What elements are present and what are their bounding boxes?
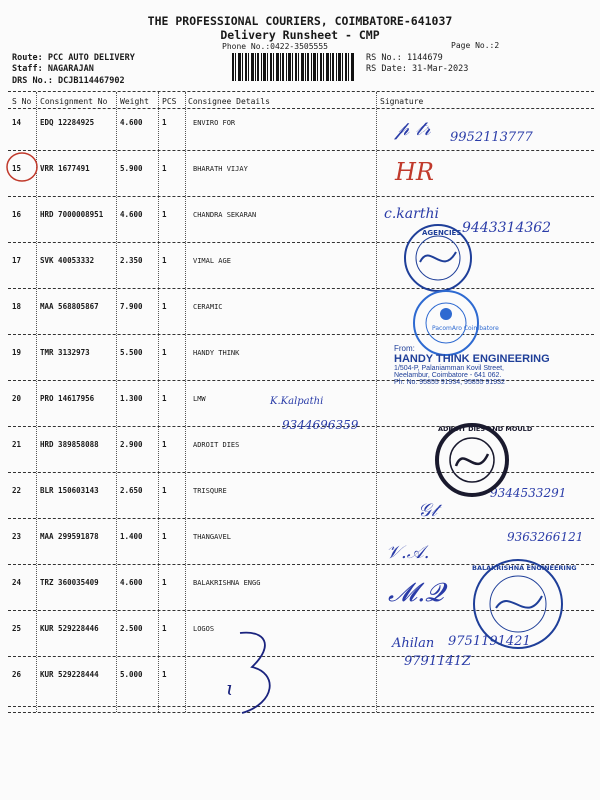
row-pcs: 1 [162, 394, 167, 403]
row-consignment: HRD 389858088 [40, 440, 99, 449]
row-pcs: 1 [162, 624, 167, 633]
row-consignee: HANDY THINK [193, 349, 240, 357]
handwritten-name: K.Kalpathi [270, 396, 324, 407]
signature-scribble: 𝓅 𝓉𝓇 [395, 116, 431, 140]
row-weight: 2.500 [120, 624, 143, 633]
row-pcs: 1 [162, 210, 167, 219]
row-consignment: MAA 568805867 [40, 302, 99, 311]
runsheet-title: Delivery Runsheet - CMP [220, 28, 380, 42]
row-pcs: 1 [162, 348, 167, 357]
column-divider [36, 92, 37, 712]
row-consignee: LOGOS [193, 625, 215, 633]
row-weight: 7.900 [120, 302, 143, 311]
col-signature: Signature [380, 97, 424, 106]
signature-scribble [230, 625, 285, 720]
row-sno: 25 [12, 624, 22, 633]
row-rule [8, 334, 594, 335]
row-rule [8, 656, 594, 657]
row-consignment: TRZ 360035409 [40, 578, 99, 587]
drs-number: DRS No.: DCJB114467902 [12, 76, 125, 86]
handy-think-stamp [394, 344, 594, 386]
stamp-line1: 1/504-P, Palaniamman Kovil Street, [394, 365, 504, 372]
row-consignee: CERAMIC [193, 303, 223, 311]
row-consignee: ENVIRO FOR [193, 119, 236, 127]
row-consignment: SVK 40053332 [40, 256, 95, 265]
row-sno: 26 [12, 670, 22, 679]
col-consignee: Consignee Details [188, 97, 270, 106]
column-divider [158, 92, 159, 712]
column-divider [116, 92, 117, 712]
row-weight: 2.350 [120, 256, 143, 265]
agencies-stamp-text: AGENCIES [422, 229, 462, 237]
page-number: Page No.:2 [451, 41, 500, 50]
signature-scribble: 𝒢𝓉 [418, 500, 437, 521]
row-weight: 1.300 [120, 394, 143, 403]
row-rule [8, 242, 594, 243]
row-sno: 19 [12, 348, 22, 357]
stamp-line3: Ph. No: 95855 91934, 95855 91932 [394, 379, 505, 386]
row-consignee: BHARATH VIJAY [193, 165, 248, 173]
col-sno: S No [12, 97, 32, 106]
adroit-dies-stamp-icon [424, 422, 533, 498]
handwritten-phone: 9344696359 [282, 418, 359, 432]
rs-number: RS No.: 1144679 [366, 53, 443, 63]
row-consignee: ADROIT DIES [193, 441, 240, 449]
row-sno: 14 [12, 118, 22, 127]
row-weight: 4.600 [120, 578, 143, 587]
row-weight: 1.400 [120, 532, 143, 541]
row-rule [8, 518, 594, 519]
row-consignment: HRD 7000008951 [40, 210, 104, 219]
row-consignment: BLR 150603143 [40, 486, 99, 495]
col-pcs: PCS [162, 97, 177, 106]
row-consignment: PRO 14617956 [40, 394, 95, 403]
handwritten-name: c.karthi [384, 206, 439, 222]
row-sno: 20 [12, 394, 22, 403]
row-pcs: 1 [162, 486, 167, 495]
row-consignee: VIMAL AGE [193, 257, 231, 265]
col-consignment: Consignment No [40, 97, 108, 106]
row-rule [8, 196, 594, 197]
handwritten-name: Ahilan [392, 636, 435, 651]
stamp-from: From: [394, 344, 415, 353]
staff-label: Staff: NAGARAJAN [12, 64, 94, 74]
company-title: THE PROFESSIONAL COURIERS, COIMBATORE-641037 [147, 14, 453, 28]
row-consignee: CHANDRA SEKARAN [193, 211, 257, 219]
row-weight: 5.000 [120, 670, 143, 679]
row-consignee: TRISQURE [193, 487, 227, 495]
row-sno: 24 [12, 578, 22, 587]
table-bottom-rule [8, 712, 594, 713]
row-weight: 2.650 [120, 486, 143, 495]
stamp-company: HANDY THINK ENGINEERING [394, 353, 550, 365]
row-sno: 15 [12, 164, 22, 173]
row-consignment: TMR 3132973 [40, 348, 90, 357]
row-pcs: 1 [162, 532, 167, 541]
row-pcs: 1 [162, 440, 167, 449]
row-sno: 18 [12, 302, 22, 311]
handwritten-phone: 9443314362 [462, 220, 552, 236]
row-consignment: MAA 299591878 [40, 532, 99, 541]
stamp-line2: Neelambur, Coimbatore - 641 062. [394, 372, 502, 379]
adroit-stamp-text: ADROIT DIES AND MOULD [438, 425, 533, 433]
balakrishna-stamp-icon [466, 556, 577, 652]
row-sno: 21 [12, 440, 22, 449]
col-weight: Weight [120, 97, 149, 106]
column-divider [376, 92, 377, 712]
row-pcs: 1 [162, 164, 167, 173]
column-divider [185, 92, 186, 712]
row-weight: 5.500 [120, 348, 143, 357]
row-sno: 23 [12, 532, 22, 541]
signature-scribble: 𝓜.𝓠 [388, 578, 445, 608]
row-pcs: 1 [162, 670, 167, 679]
row-consignee: LMW [193, 395, 206, 403]
table-top-rule [8, 91, 594, 92]
barcode [232, 53, 354, 81]
circle-mark-icon [4, 150, 40, 184]
handwritten-phone: 9952113777 [450, 130, 533, 145]
row-sno: 22 [12, 486, 22, 495]
table-header-rule [8, 108, 594, 109]
agencies-stamp-icon [402, 222, 474, 294]
row-consignment: EDQ 12284925 [40, 118, 95, 127]
row-pcs: 1 [162, 118, 167, 127]
handwritten-phone: 9791141Z [404, 654, 471, 669]
row-consignment: KUR 529228444 [40, 670, 99, 679]
row-sno: 16 [12, 210, 22, 219]
balakrishna-stamp-text: BALAKRISHNA ENGINEERING [472, 564, 577, 572]
row-weight: 4.600 [120, 118, 143, 127]
row-sno: 17 [12, 256, 22, 265]
row-pcs: 1 [162, 302, 167, 311]
handwritten-phone: 9751191421 [448, 634, 531, 649]
row-pcs: 1 [162, 578, 167, 587]
row-pcs: 1 [162, 256, 167, 265]
rs-date: RS Date: 31-Mar-2023 [366, 64, 469, 74]
route-label: Route: PCC AUTO DELIVERY [12, 53, 135, 63]
handwritten-phone: 9363266121 [507, 530, 584, 544]
signature-scribble: 𝐻𝑅 [395, 158, 434, 186]
row-weight: 5.900 [120, 164, 143, 173]
row-rule [8, 706, 594, 707]
signature-scribble: 𝒱.𝒜. [386, 542, 430, 563]
handwritten-phone: 9344533291 [490, 486, 567, 500]
row-consignee: BALAKRISHNA ENGG [193, 579, 261, 587]
row-consignment: KUR 529228446 [40, 624, 99, 633]
row-rule [8, 288, 594, 289]
row-rule [8, 150, 594, 151]
row-consignment: VRR 1677491 [40, 164, 90, 173]
phone-number: Phone No.:0422-3505555 [222, 42, 328, 51]
row-consignee: THANGAVEL [193, 533, 231, 541]
signature-scribble: ɩ [226, 676, 234, 700]
pacomatic-stamp-text: PacomAro Coimbatore [432, 325, 499, 332]
row-weight: 4.600 [120, 210, 143, 219]
row-weight: 2.900 [120, 440, 143, 449]
